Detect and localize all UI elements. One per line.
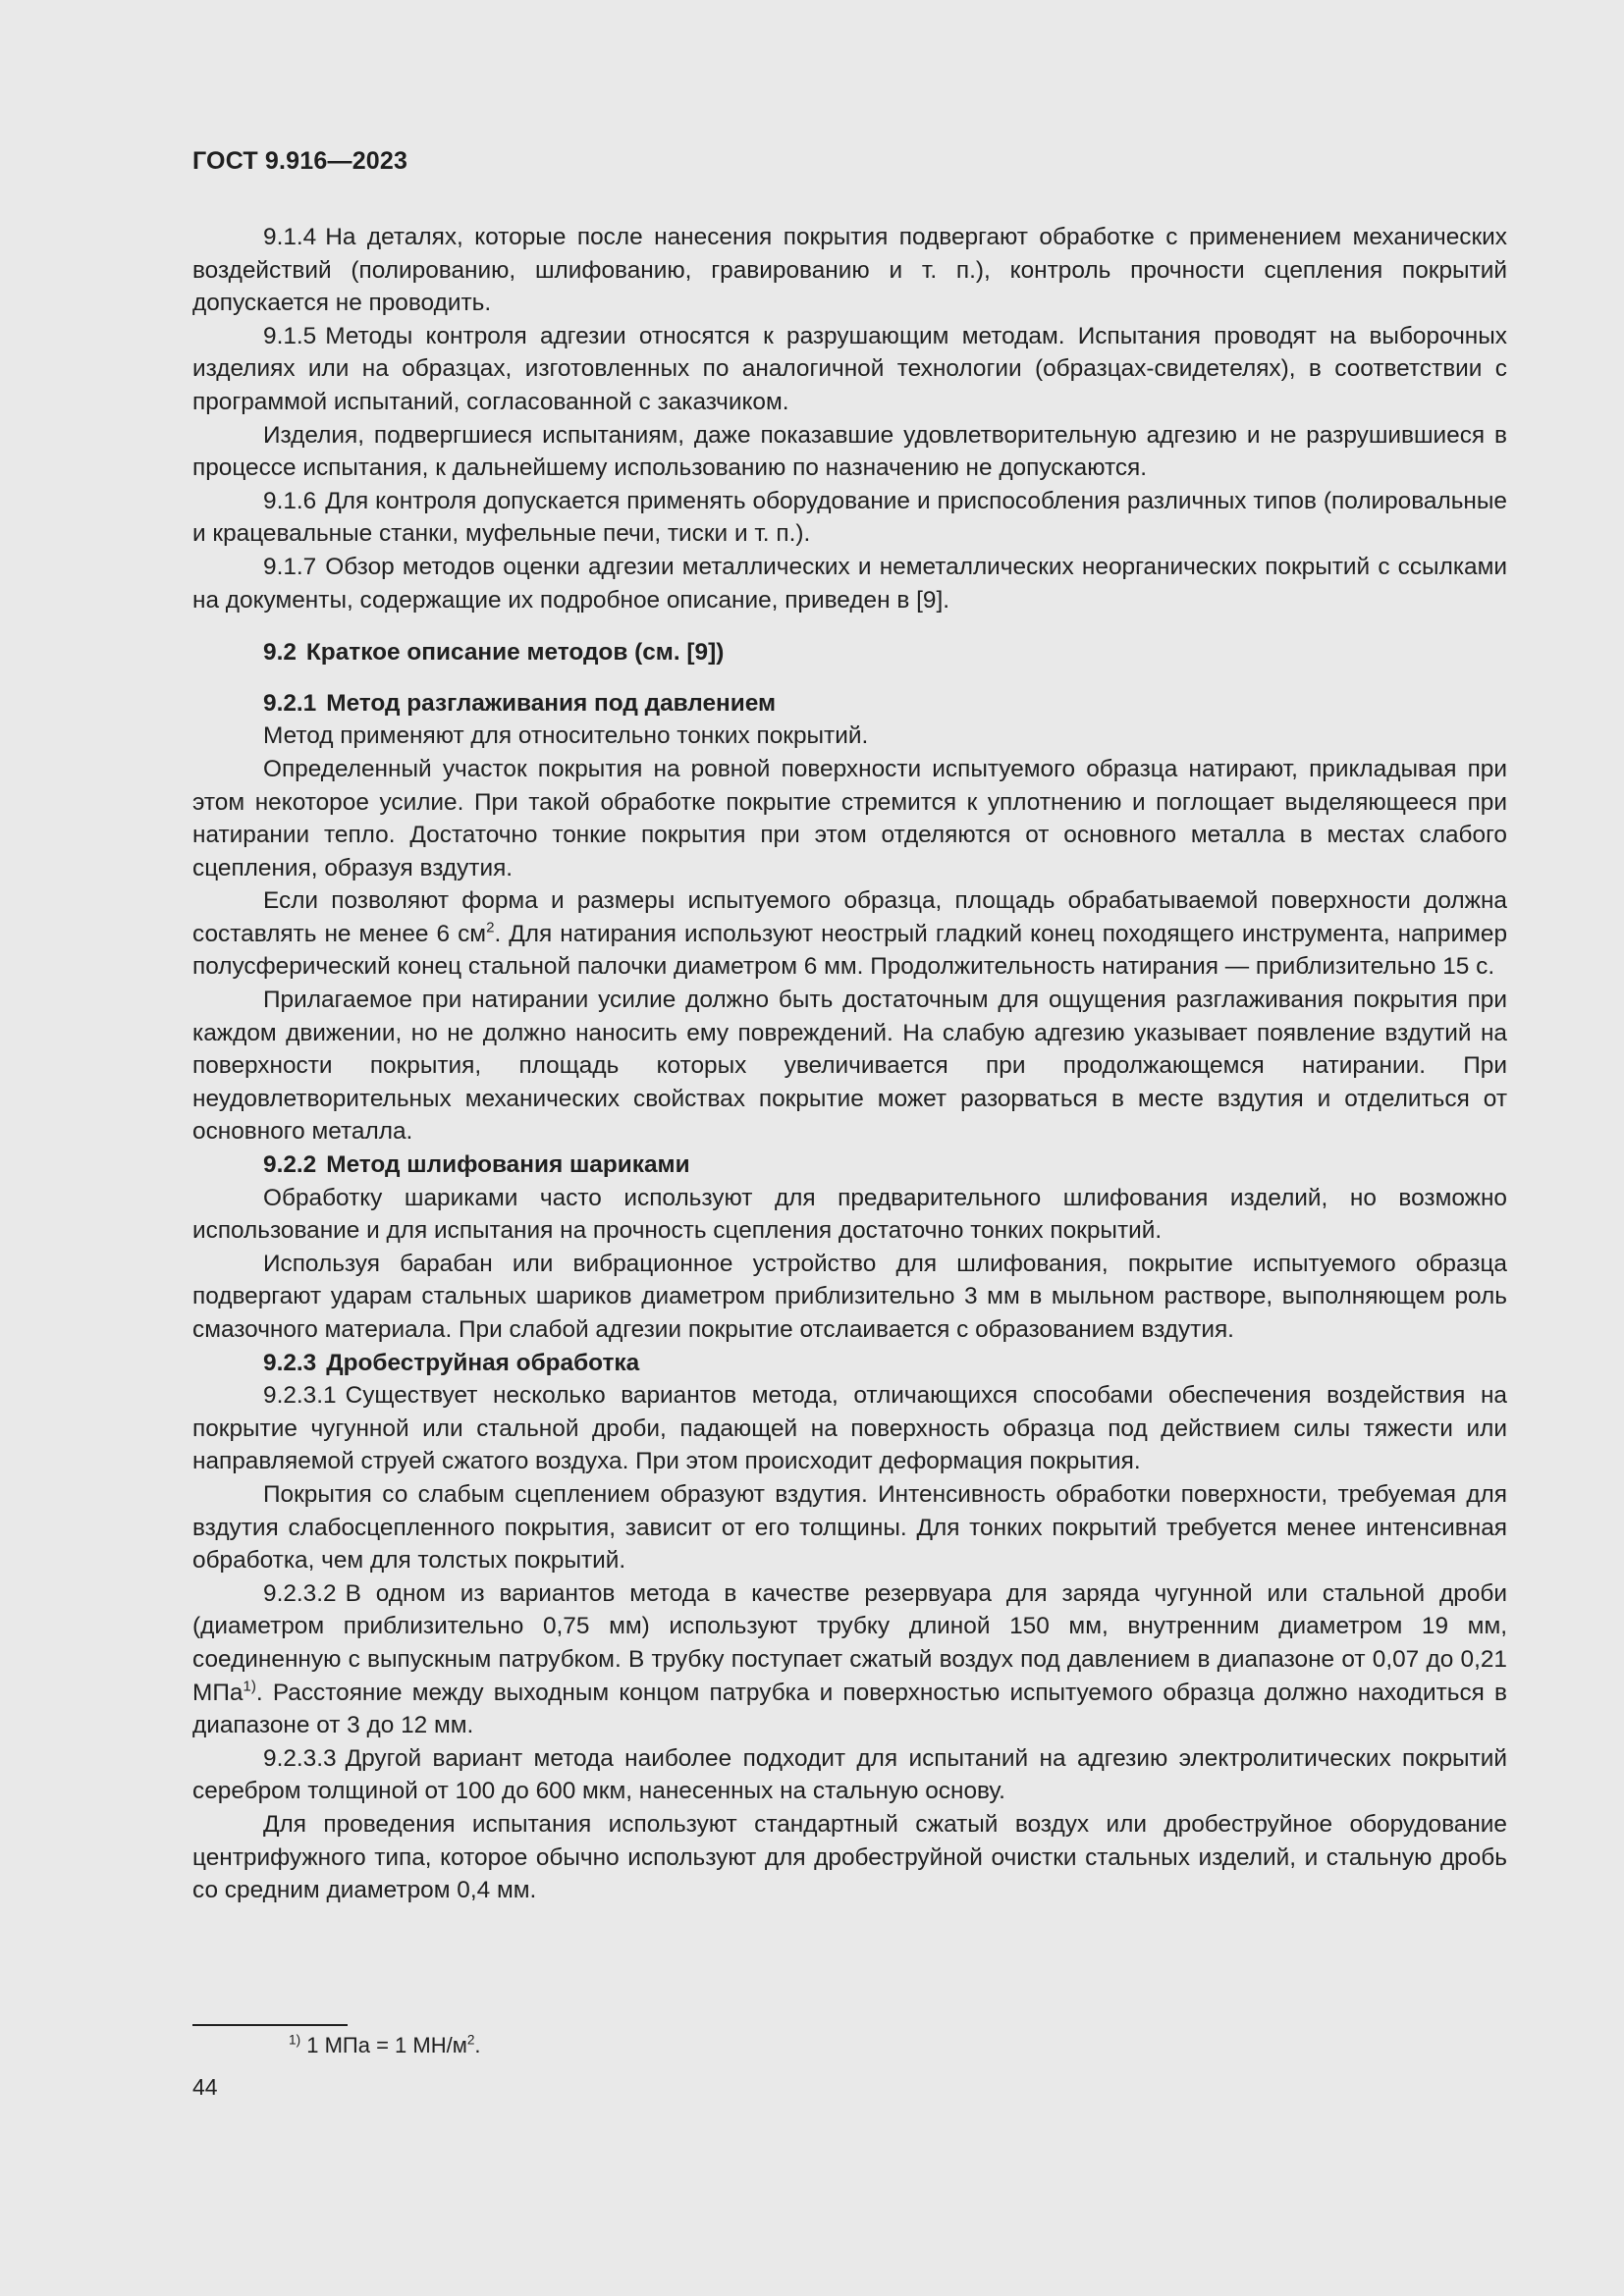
clause-text: Для контроля допускается применять оборудование и приспособления различных типов (полировальные и крацевальные станки, муфельные печи, тиски и т. п.). <box>192 487 1507 548</box>
footnote-text-end: . <box>474 2033 481 2057</box>
subsection-number: 9.2.2 <box>263 1151 317 1179</box>
paragraph-9-1-5-continued: Изделия, подвергшиеся испытаниям, даже показавшие удовлетворительную адгезию и не разрушившиеся в процессе испытания, к дальнейшему использованию по назначению не допускаются. <box>192 421 1507 482</box>
subsection-title: Дробеструйная обработка <box>326 1349 640 1376</box>
paragraph-9-1-6 <box>192 485 1507 551</box>
section-title: Краткое описание методов (см. [9]) <box>305 639 725 667</box>
clause-number: 9.2.3.3 <box>263 1744 337 1772</box>
clause-number: 9.1.5 <box>263 322 317 349</box>
paragraph-9-2-1-d: Прилагаемое при натирании усилие должно быть достаточным для ощущения разглаживания покрытия при каждом движении, но не должно наносить ему повреждений. На слабую адгезию указывает появление вздутий на поверхности покрытия, площадь которых увеличивается при продолжающемся натирании. При неудовлетворительных механических свойствах покрытие может разорваться в месте вздутия и отделиться от основного металла. <box>192 987 1507 1146</box>
clause-number: 9.1.4 <box>263 224 317 250</box>
footnote-text: 1 МПа = 1 МН/м <box>300 2033 467 2057</box>
footnote <box>289 2031 481 2060</box>
subsection-title: Метод разглаживания под давлением <box>326 689 777 717</box>
clause-number: 9.2.3.1 <box>263 1382 337 1410</box>
footnote-separator <box>192 2024 348 2026</box>
subsection-heading-9-2-3 <box>192 1347 1507 1380</box>
clause-text: . Расстояние между выходным концом патрубка и поверхностью испытуемого образца должно находиться в диапазоне от 3 до 12 мм. <box>192 1679 1507 1739</box>
superscript: 2 <box>486 919 495 936</box>
subsection-title: Метод шлифования шариками <box>326 1151 690 1179</box>
paragraph-text: Если позволяют форма и размеры испытуемого образца, площадь обрабатываемой поверхности должна составлять не менее 6 см <box>192 887 1507 947</box>
clause-number: 9.2.3.2 <box>263 1579 337 1607</box>
paragraph-9-1-5 <box>192 320 1507 419</box>
clause-text: Обзор методов оценки адгезии металлических и неметаллических неорганических покрытий с ссылками на документы, содержащие их подробное описание, приведен в [9]. <box>192 553 1507 614</box>
paragraph-9-2-2-b: Используя барабан или вибрационное устройство для шлифования, покрытие испытуемого образца подвергают ударам стальных шариков диаметром приблизительно 3 мм в мыльном растворе, выполняющем роль смазочного материала. При слабой адгезии покрытие отслаивается с образованием вздутия. <box>192 1250 1507 1343</box>
subsection-number: 9.2.1 <box>263 689 317 717</box>
clause-text: Методы контроля адгезии относятся к разрушающим методам. Испытания проводят на выборочных изделиях или на образцах, изготовленных по аналогичной технологии (образцах-свидетелях), в соответствии с программой испытаний, согласованной с заказчиком. <box>192 322 1507 415</box>
paragraph-text: . Для натирания используют неострый гладкий конец походящего инструмента, например полусферический конец стальной палочки диаметром 6 мм. Продолжительность натирания — приблизительно 15 с. <box>192 920 1508 981</box>
paragraph-9-2-3-1 <box>192 1379 1507 1478</box>
paragraph-9-1-4 <box>192 221 1507 320</box>
document-header-title: ГОСТ 9.916—2023 <box>192 147 408 175</box>
clause-text: Другой вариант метода наиболее подходит для испытаний на адгезию электролитических покрытий серебром толщиной от 100 до 600 мкм, нанесенных на стальную основу. <box>192 1744 1507 1805</box>
clause-text: На деталях, которые после нанесения покрытия подвергают обработке с применением механических воздействий (полированию, шлифованию, гравированию и т. п.), контроль прочности сцепления покрытий допускается не проводить. <box>192 224 1507 317</box>
superscript: 2 <box>466 2032 475 2048</box>
paragraph-9-2-1-a: Метод применяют для относительно тонких покрытий. <box>263 722 869 750</box>
subsection-heading-9-2-2 <box>192 1148 1507 1182</box>
paragraph-9-2-3-2 <box>192 1577 1507 1742</box>
footnote-reference: 1) <box>243 1678 256 1695</box>
clause-number: 9.1.6 <box>263 487 317 514</box>
paragraph-9-2-2-a: Обработку шариками часто используют для предварительного шлифования изделий, но возможно использование и для испытания на прочность сцепления достаточно тонких покрытий. <box>192 1184 1507 1245</box>
footnote-marker: 1) <box>289 2032 301 2048</box>
subsection-heading-9-2-1 <box>192 687 1507 721</box>
subsection-number: 9.2.3 <box>263 1349 317 1376</box>
paragraph-9-2-1-c <box>192 884 1507 984</box>
paragraph-9-2-3-3 <box>192 1742 1507 1808</box>
paragraph-9-2-1-b: Определенный участок покрытия на ровной поверхности испытуемого образца натирают, прикладывая при этом некоторое усилие. При такой обработке покрытие стремится к уплотнению и поглощает выделяющееся при натирании тепло. Достаточно тонкие покрытия при этом отделяются от основного металла в местах слабого сцепления, образуя вздутия. <box>192 755 1507 881</box>
paragraph-9-2-3-3-continued: Для проведения испытания используют стандартный сжатый воздух или дробеструйное оборудование центрифужного типа, которое обычно используют для дробеструйной очистки стальных изделий, и стальную дробь со средним диаметром 0,4 мм. <box>192 1810 1507 1904</box>
document-body <box>192 221 1507 1907</box>
clause-text: Существует несколько вариантов метода, отличающихся способами обеспечения воздействия на покрытие чугунной или стальной дроби, падающей на поверхность образца под действием силы тяжести или направляемой струей сжатого воздуха. При этом происходит деформация покрытия. <box>192 1382 1507 1475</box>
section-number: 9.2 <box>263 639 297 667</box>
page-number: 44 <box>192 2074 218 2100</box>
paragraph-9-1-7 <box>192 551 1507 616</box>
paragraph-9-2-3-1-continued: Покрытия со слабым сцеплением образуют вздутия. Интенсивность обработки поверхности, требуемая для вздутия слабосцепленного покрытия, зависит от его толщины. Для тонких покрытий требуется менее интенсивная обработка, чем для толстых покрытий. <box>192 1480 1507 1575</box>
clause-text: В одном из вариантов метода в качестве резервуара для заряда чугунной или стальной дроби (диаметром приблизительно 0,75 мм) используют трубку длиной 150 мм, внутренним диаметром 19 мм, соединенную с выпускным патрубком. В трубку поступает сжатый воздух под давлением в диапазоне от 0,07 до 0,21 МПа <box>192 1579 1507 1706</box>
clause-number: 9.1.7 <box>263 553 317 580</box>
section-heading-9-2 <box>192 636 1507 669</box>
